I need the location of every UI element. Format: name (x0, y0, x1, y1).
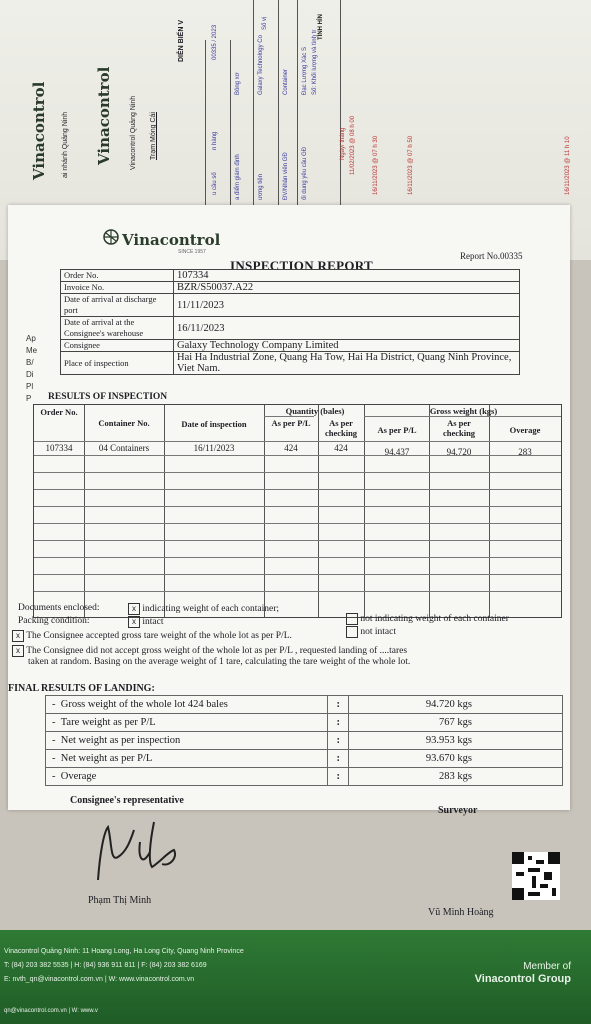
final-label: - Overage (46, 768, 328, 786)
field-arrival-port (61, 294, 520, 317)
footer-address: Vinacontrol Quảng Ninh: 11 Hoang Long, Ha Long City, Quang Ninh Province (4, 948, 244, 955)
side-letter: Di (26, 370, 34, 379)
footer-contacts-lower: qn@vinacontrol.com.vn | W: www.v (4, 1008, 98, 1014)
col-qty-pl: As per P/L (271, 418, 311, 428)
docs-option-2 (346, 613, 509, 625)
field-label: Date of arrival at the Consignee's warehouse (61, 317, 174, 340)
final-label: - Net weight as per P/L (46, 750, 328, 768)
background-logo: Vinacontrol (30, 81, 48, 180)
col-container-no: Container No. (98, 418, 150, 428)
not-accepted-text: The Consignee did not accept gross weight of the whole lot as per P/L , requested landing of ....tares (26, 646, 408, 657)
field-invoice-no (61, 282, 520, 294)
background-col1-a: u cầu số (212, 172, 218, 195)
background-col1-e: ĐV/Nhân viên GĐ (283, 152, 289, 200)
field-value: 16/11/2023 (174, 317, 520, 340)
background-rule (340, 0, 341, 205)
report-title: INSPECTION REPORT (230, 258, 373, 273)
checkbox-unchecked[interactable] (346, 613, 358, 625)
background-date-0: Ngày/ tháng (340, 127, 346, 160)
checkbox-unchecked[interactable] (346, 626, 358, 638)
field-label: Date of arrival at discharge port (61, 294, 174, 317)
background-date-4: 16/11/2023 @ 11 h 10 (565, 136, 571, 195)
not-accepted-text-2: taken at random. Basing on the average weight of 1 tare, calculating the tare weight of the whole lot. (28, 657, 411, 667)
final-label: - Gross weight of the whole lot 424 bales (46, 696, 328, 714)
background-rule (230, 40, 231, 205)
logo-since: SINCE 1957 (178, 249, 206, 255)
packing-label: Packing condition: (18, 616, 90, 626)
cell-qty-check: 424 (334, 443, 348, 453)
background-col2-d: Container (283, 68, 289, 95)
side-letter: P (26, 394, 32, 403)
final-row: - Tare weight as per P/L : 767 kgs (46, 714, 563, 732)
checkbox-checked[interactable]: x (12, 645, 24, 657)
col-gross-check: As per checking (442, 418, 476, 438)
final-value: 283 kgs (349, 768, 563, 786)
field-label: Invoice No. (61, 282, 174, 294)
surveyor-name: Vũ Minh Hoàng (428, 907, 494, 918)
final-row: - Net weight as per P/L : 93.670 kgs (46, 750, 563, 768)
background-col1-f: ối dung yêu cầu GĐ (302, 146, 308, 200)
field-value: 11/11/2023 (174, 294, 520, 317)
background-date-2: 16/11/2023 @ 07 h 30 (373, 135, 379, 195)
surveyor-label: Surveyor (438, 805, 478, 816)
background-date-1: 11/02/2023 @ 08 h 00 (350, 115, 356, 175)
background-col3-a: Số vị (262, 16, 268, 30)
pack-option-1 (128, 616, 163, 628)
background-col1-d: ương tiện (258, 174, 264, 200)
member-of: Member of (523, 961, 571, 972)
final-row: - Gross weight of the whole lot 424 bales : 94.720 kgs (46, 696, 563, 714)
side-letters (26, 333, 37, 405)
final-row: - Net weight as per inspection : 93.953 kgs (46, 732, 563, 750)
side-letter: Pl (26, 382, 34, 391)
inspection-report-sheet (8, 205, 570, 816)
background-col1-c: a điểm giám định (235, 154, 241, 200)
side-letter: Me (26, 346, 38, 355)
pack-option-1-label: intact (142, 617, 164, 628)
report-header-table (60, 269, 520, 375)
member-badge (475, 960, 571, 986)
final-row: - Overage : 283 kgs (46, 768, 563, 786)
background-col2-e: Đạc Lượng Xác S (302, 47, 308, 95)
final-value: 767 kgs (349, 714, 563, 732)
background-col2-c: Galaxy Technology Co (258, 35, 264, 95)
footer-phones: T: (84) 203 382 5535 | H: (84) 936 911 811 | F: (84) 203 382 6169 (4, 962, 207, 969)
background-station: Trạm Móng Cái (150, 112, 157, 160)
checkbox-checked[interactable]: x (12, 630, 24, 642)
field-order-no (61, 270, 520, 282)
results-title: RESULTS OF INSPECTION (48, 392, 168, 402)
field-value: Hai Ha Industrial Zone, Quang Ha Tow, Hai Ha District, Quang Ninh Province, Viet Nam. (174, 352, 520, 375)
col-date: Date of inspection (181, 419, 247, 429)
pack-option-2-label: not intact (360, 627, 396, 638)
col-gross-pl: As per P/L (377, 425, 417, 435)
background-branch-short: ai nhánh Quảng Ninh (62, 111, 69, 178)
background-col2-a: 00335 / 2023 (212, 24, 218, 60)
cell-gross-check: 94.720 (446, 447, 472, 457)
docs-option-1 (128, 603, 279, 615)
cell-gross-pl: 94.437 (384, 447, 410, 457)
docs-option-1-label: indicating weight of each container; (142, 604, 280, 615)
accepted-text: The Consignee accepted gross tare weight of the whole lot as per P/L. (26, 631, 292, 642)
background-branch: Vinacontrol Quảng Ninh (130, 95, 137, 170)
background-logo-2: Vinacontrol (95, 66, 113, 165)
background-date-3: 16/11/2023 @ 07 h 50 (408, 135, 414, 195)
col-qty-check: As per checking (324, 418, 358, 438)
side-letter: Ap (26, 334, 36, 343)
cell-date: 16/11/2023 (193, 443, 235, 453)
qr-code-icon (512, 852, 560, 900)
consignee-representative-label: Consignee's representative (70, 795, 184, 806)
letterhead-footer (0, 930, 591, 1024)
cell-order-no: 107334 (45, 443, 73, 453)
checkbox-checked[interactable]: x (128, 603, 140, 615)
cell-container-no: 04 Containers (98, 443, 150, 453)
logo-text: Vinacontrol (122, 230, 221, 249)
report-number: Report No.00335 (460, 251, 523, 261)
report-logo (100, 228, 220, 251)
background-rule (278, 0, 279, 205)
field-value: 107334 (174, 270, 520, 282)
field-label: Order No. (61, 270, 174, 282)
cell-qty-pl: 424 (284, 443, 298, 453)
consignee-signatory-name: Phạm Thị Minh (88, 895, 152, 906)
cell-overage: 283 (518, 447, 532, 457)
consignee-signature (90, 812, 200, 892)
final-label: - Tare weight as per P/L (46, 714, 328, 732)
background-rule (297, 0, 298, 205)
accepted-statement (12, 630, 292, 642)
final-results-table (45, 695, 563, 786)
final-label: - Net weight as per inspection (46, 732, 328, 750)
col-order-no: Order No. (40, 407, 78, 417)
member-group: Vinacontrol Group (474, 973, 571, 985)
background-col1-b: n hàng (212, 131, 218, 150)
final-results-title: FINAL RESULTS OF LANDING: (8, 683, 155, 694)
footer-contacts: E: nvth_qn@vinacontrol.com.vn | W: www.vinacontrol.com.vn (4, 976, 195, 983)
results-table (33, 404, 562, 618)
col-gross: Gross weight (kgs) (429, 406, 498, 416)
not-accepted-statement (12, 645, 407, 657)
field-label: Place of inspection (61, 352, 174, 375)
col-quantity: Quantity (bales) (285, 406, 345, 416)
col-overage: Overage (509, 425, 541, 435)
field-value: BZR/S50037.A22 (174, 282, 520, 294)
background-rule (253, 0, 254, 205)
background-rule (205, 40, 206, 205)
background-header: DIỄN BIẾN V (178, 19, 185, 62)
field-consignee (61, 340, 520, 352)
final-value: 93.953 kgs (349, 732, 563, 750)
checkbox-checked[interactable]: x (128, 616, 140, 628)
background-col2-f: Số: Khối lượng và tình tr (312, 29, 318, 95)
field-label: Consignee (61, 340, 174, 352)
field-arrival-warehouse (61, 317, 520, 340)
docs-enclosed-label: Documents enclosed: (18, 603, 100, 613)
final-value: 94.720 kgs (349, 696, 563, 714)
side-letter: B/ (26, 358, 34, 367)
field-place (61, 352, 520, 375)
vinacontrol-logo-icon (100, 228, 122, 251)
docs-option-2-label: not indicating weight of each container (360, 614, 509, 625)
pack-option-2 (346, 626, 396, 638)
background-col3-b: TÌNH HÌN (318, 14, 324, 40)
field-value: Galaxy Technology Company Limited (174, 340, 520, 352)
background-col2-b: Bông xơ (235, 72, 241, 95)
final-value: 93.670 kgs (349, 750, 563, 768)
